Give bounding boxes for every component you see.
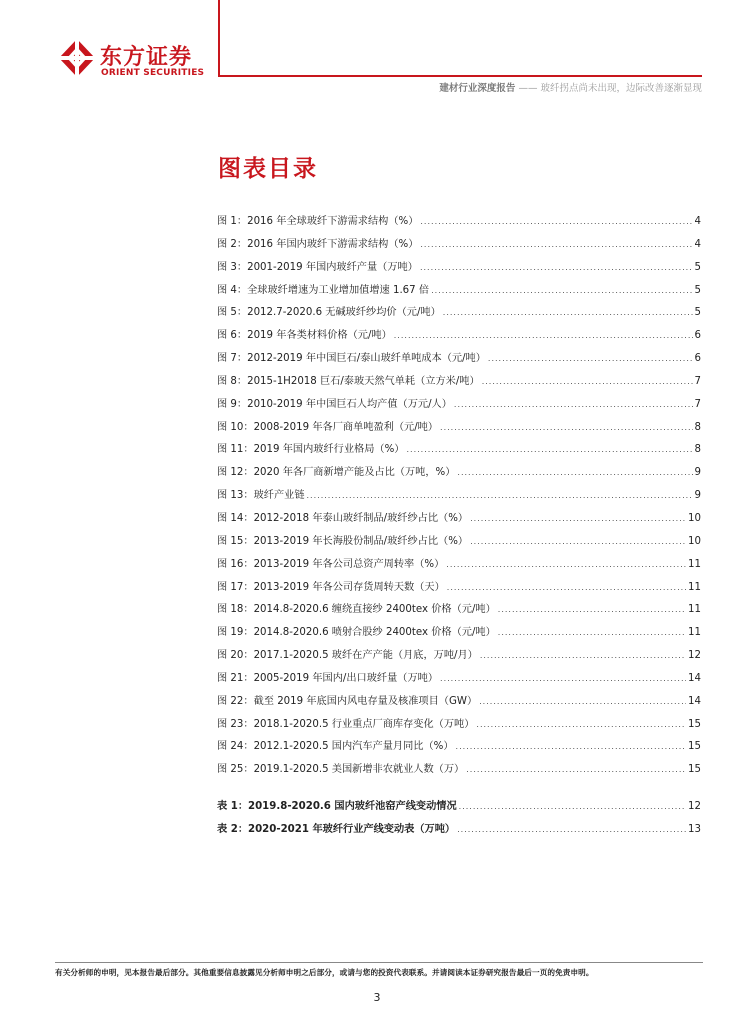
toc-title: 图表目录 bbox=[218, 156, 318, 182]
toc-entry-label: 图 10：2008-2019 年各厂商单吨盈利（元/吨） bbox=[217, 421, 439, 433]
toc-leader-dots bbox=[406, 445, 692, 454]
toc-entry-label: 图 3：2001-2019 年国内玻纤产量（万吨） bbox=[217, 261, 418, 273]
toc-entry[interactable] bbox=[217, 418, 701, 441]
brand-name-cn: 东方证券 bbox=[100, 45, 193, 70]
toc-entry-label: 图 4：全球玻纤增速为工业增加值增速 1.67 倍 bbox=[217, 284, 430, 296]
footer-rule bbox=[55, 962, 703, 963]
toc-leader-dots bbox=[420, 240, 692, 249]
toc-entry[interactable] bbox=[217, 258, 701, 281]
toc-leader-dots bbox=[443, 308, 693, 317]
toc-entry-label: 图 22：截至 2019 年底国内风电存量及核准项目（GW） bbox=[217, 695, 478, 707]
toc-entry-label: 图 6：2019 年各类材料价格（元/吨） bbox=[217, 330, 392, 342]
toc-leader-dots bbox=[480, 651, 686, 660]
toc-entry-label: 图 24：2012.1-2020.5 国内汽车产量月同比（%） bbox=[217, 741, 454, 753]
toc-entry[interactable] bbox=[217, 212, 701, 235]
toc-entry-page: 11 bbox=[688, 604, 701, 616]
toc-entry-label: 图 2：2016 年国内玻纤下游需求结构（%） bbox=[217, 238, 419, 250]
toc-entry-label: 图 14：2012-2018 年泰山玻纤制品/玻纤纱占比（%） bbox=[217, 512, 469, 524]
footer-disclaimer: 有关分析师的申明，见本报告最后部分。其他重要信息披露见分析师申明之后部分，或请与您的投资代表联系。并请阅读本证券研究报告最后一页的免责申明。 bbox=[55, 968, 594, 977]
toc-entry-page: 6 bbox=[694, 330, 701, 342]
toc-entry[interactable] bbox=[217, 555, 701, 578]
toc-entry-page: 9 bbox=[694, 467, 701, 479]
toc-entry-label: 图 20：2017.1-2020.5 玻纤在产产能（月底，万吨/月） bbox=[217, 650, 478, 662]
toc-entry[interactable] bbox=[217, 646, 701, 669]
toc-entry[interactable] bbox=[217, 760, 701, 783]
report-title: 玻纤拐点尚未出现，边际改善逐渐显现 bbox=[540, 83, 702, 94]
toc-entry-page: 11 bbox=[688, 581, 701, 593]
toc-entry[interactable] bbox=[217, 235, 701, 258]
toc-leader-dots bbox=[466, 765, 686, 774]
toc-entry-label: 图 5：2012.7-2020.6 无碱玻纤纱均价（元/吨） bbox=[217, 307, 441, 319]
toc-leader-dots bbox=[440, 674, 686, 683]
toc-leader-dots bbox=[479, 697, 686, 706]
toc-entry-page: 4 bbox=[694, 216, 701, 227]
toc-leader-dots bbox=[459, 802, 686, 811]
toc-leader-dots bbox=[454, 400, 693, 409]
toc-entry-page: 14 bbox=[688, 695, 701, 707]
report-type: 建材行业深度报告 bbox=[439, 83, 516, 94]
toc-entry-page: 5 bbox=[694, 261, 701, 273]
toc-leader-dots bbox=[476, 720, 686, 729]
toc-entry-label: 图 15：2013-2019 年长海股份制品/玻纤纱占比（%） bbox=[217, 535, 469, 547]
toc-leader-dots bbox=[457, 825, 686, 834]
toc-leader-dots bbox=[447, 583, 686, 592]
toc-entry[interactable] bbox=[217, 326, 701, 349]
toc-leader-dots bbox=[307, 491, 693, 500]
toc-entry[interactable] bbox=[217, 797, 701, 820]
toc-leader-dots bbox=[440, 423, 692, 432]
toc-entry[interactable] bbox=[217, 737, 701, 760]
toc-entry-label: 图 23：2018.1-2020.5 行业重点厂商库存变化（万吨） bbox=[217, 718, 475, 730]
toc-entry-page: 10 bbox=[688, 535, 701, 547]
toc-entry-page: 15 bbox=[688, 741, 701, 753]
toc-leader-dots bbox=[446, 560, 686, 569]
toc-entry-page: 5 bbox=[694, 284, 701, 296]
toc-leader-dots bbox=[394, 331, 693, 340]
toc-leader-dots bbox=[457, 468, 692, 477]
toc-entry-page: 10 bbox=[688, 512, 701, 524]
toc-entry[interactable] bbox=[217, 281, 701, 304]
page-number: 3 bbox=[373, 991, 381, 1004]
toc-entry-label: 图 16：2013-2019 年各公司总资产周转率（%） bbox=[217, 558, 445, 570]
toc-entry-page: 7 bbox=[694, 375, 701, 387]
figure-list bbox=[217, 212, 701, 783]
toc-entry[interactable] bbox=[217, 372, 701, 395]
toc-entry-label: 图 1：2016 年全球玻纤下游需求结构（%） bbox=[217, 216, 419, 227]
toc-entry[interactable] bbox=[217, 349, 701, 372]
brand-name-en: ORIENT SECURITIES bbox=[101, 68, 205, 78]
toc-entry[interactable] bbox=[217, 395, 701, 418]
toc-entry[interactable] bbox=[217, 440, 701, 463]
toc-entry-label: 图 13：玻纤产业链 bbox=[217, 490, 305, 502]
toc-entry-label: 表 1：2019.8-2020.6 国内玻纤池窑产线变动情况 bbox=[217, 801, 457, 812]
toc-entry-page: 11 bbox=[688, 558, 701, 570]
toc-entry-label: 图 11：2019 年国内玻纤行业格局（%） bbox=[217, 444, 405, 456]
toc-entry-page: 8 bbox=[694, 421, 701, 433]
toc-entry-page: 8 bbox=[694, 444, 701, 456]
toc-leader-dots bbox=[420, 263, 693, 272]
report-header bbox=[439, 80, 702, 94]
toc-leader-dots bbox=[498, 628, 686, 637]
toc-entry-page: 13 bbox=[688, 823, 701, 835]
toc-entry[interactable] bbox=[217, 600, 701, 623]
toc-entry-page: 7 bbox=[694, 398, 701, 410]
table-list bbox=[217, 797, 701, 843]
toc-entry[interactable] bbox=[217, 532, 701, 555]
toc-entry[interactable] bbox=[217, 509, 701, 532]
toc-leader-dots bbox=[482, 377, 693, 386]
toc-leader-dots bbox=[498, 605, 686, 614]
toc-entry-label: 图 19：2014.8-2020.6 喷射合股纱 2400tex 价格（元/吨） bbox=[217, 627, 496, 639]
company-logo bbox=[58, 38, 223, 84]
toc-entry-page: 11 bbox=[688, 627, 701, 639]
toc-entry[interactable] bbox=[217, 578, 701, 601]
toc-entry-label: 图 17：2013-2019 年各公司存货周转天数（天） bbox=[217, 581, 445, 593]
toc-entry-page: 6 bbox=[694, 353, 701, 365]
orient-securities-logo-icon bbox=[58, 38, 96, 78]
toc-entry-page: 15 bbox=[688, 718, 701, 730]
toc-entry-page: 14 bbox=[688, 672, 701, 684]
toc-entry-label: 图 12：2020 年各厂商新增产能及占比（万吨，%） bbox=[217, 467, 456, 479]
header-separator: —— bbox=[518, 83, 538, 94]
toc-entry-page: 5 bbox=[694, 307, 701, 319]
toc-entry[interactable] bbox=[217, 623, 701, 646]
toc-entry-page: 12 bbox=[688, 650, 701, 662]
toc-entry-page: 15 bbox=[688, 764, 701, 776]
toc-entry-label: 图 8：2015-1H2018 巨石/泰玻天然气单耗（立方米/吨） bbox=[217, 375, 480, 387]
toc-leader-dots bbox=[470, 537, 686, 546]
toc-entry[interactable] bbox=[217, 303, 701, 326]
toc-entry-label: 图 7：2012-2019 年中国巨石/泰山玻纤单吨成本（元/吨） bbox=[217, 353, 486, 365]
toc-entry-page: 12 bbox=[688, 801, 701, 812]
toc-leader-dots bbox=[488, 354, 693, 363]
toc-leader-dots bbox=[470, 514, 686, 523]
toc-entry-label: 图 25：2019.1-2020.5 美国新增非农就业人数（万） bbox=[217, 764, 465, 776]
toc-entry-page: 9 bbox=[694, 490, 701, 502]
toc-entry[interactable] bbox=[217, 692, 701, 715]
header-horizontal-rule bbox=[218, 75, 702, 77]
toc-entry-page: 4 bbox=[694, 238, 701, 250]
toc-entry-label: 图 18：2014.8-2020.6 缠绕直接纱 2400tex 价格（元/吨） bbox=[217, 604, 496, 616]
toc-entry[interactable] bbox=[217, 820, 701, 843]
toc-entry[interactable] bbox=[217, 486, 701, 509]
toc-entry-label: 表 2：2020-2021 年玻纤行业产线变动表（万吨） bbox=[217, 823, 456, 835]
toc-entry[interactable] bbox=[217, 463, 701, 486]
toc-entry-label: 图 9：2010-2019 年中国巨石人均产值（万元/人） bbox=[217, 398, 452, 410]
toc-leader-dots bbox=[420, 217, 692, 226]
toc-leader-dots bbox=[431, 286, 692, 295]
toc-leader-dots bbox=[456, 742, 687, 751]
toc-entry[interactable] bbox=[217, 669, 701, 692]
header-vertical-rule bbox=[218, 0, 220, 76]
toc-entry-label: 图 21：2005-2019 年国内/出口玻纤量（万吨） bbox=[217, 672, 439, 684]
toc-entry[interactable] bbox=[217, 715, 701, 738]
